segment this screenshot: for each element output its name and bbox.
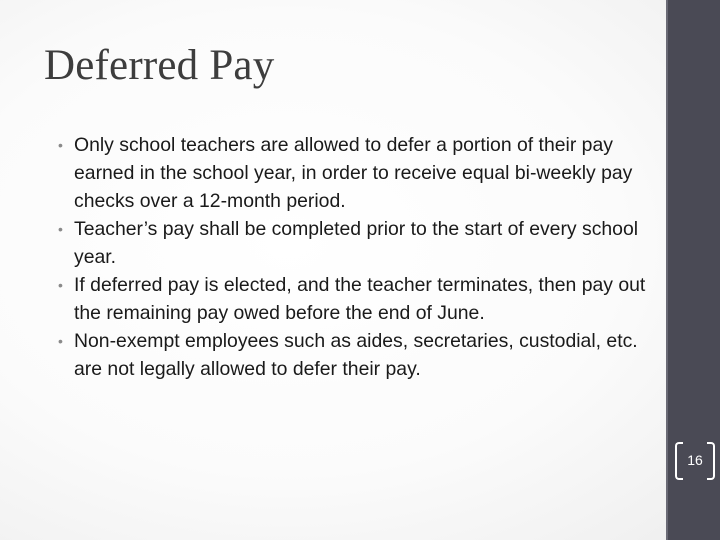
page-number: 16	[687, 452, 703, 468]
bullet-item	[58, 327, 658, 383]
bullet-text: Only school teachers are allowed to defer a portion of their pay earned in the school year, in order to receive equal bi-weekly pay checks over a 12-month period.	[74, 134, 633, 212]
bullet-text: If deferred pay is elected, and the teacher terminates, then pay out the remaining pay owed before the end of June.	[74, 274, 646, 324]
bullet-icon: •	[58, 277, 63, 293]
bullet-icon: •	[58, 333, 63, 349]
page-number-badge	[675, 440, 715, 480]
side-band-accent	[666, 0, 668, 540]
bullet-item	[58, 131, 658, 215]
bullet-item	[58, 215, 658, 271]
bullet-icon: •	[58, 137, 63, 153]
bullet-text: Non-exempt employees such as aides, secretaries, custodial, etc. are not legally allowed to defer their pay.	[74, 330, 638, 380]
bullet-icon: •	[58, 221, 63, 237]
bullet-item	[58, 271, 658, 327]
bullet-list	[58, 131, 658, 383]
bullet-text: Teacher’s pay shall be completed prior to the start of every school year.	[74, 218, 639, 268]
slide-title: Deferred Pay	[44, 42, 275, 89]
